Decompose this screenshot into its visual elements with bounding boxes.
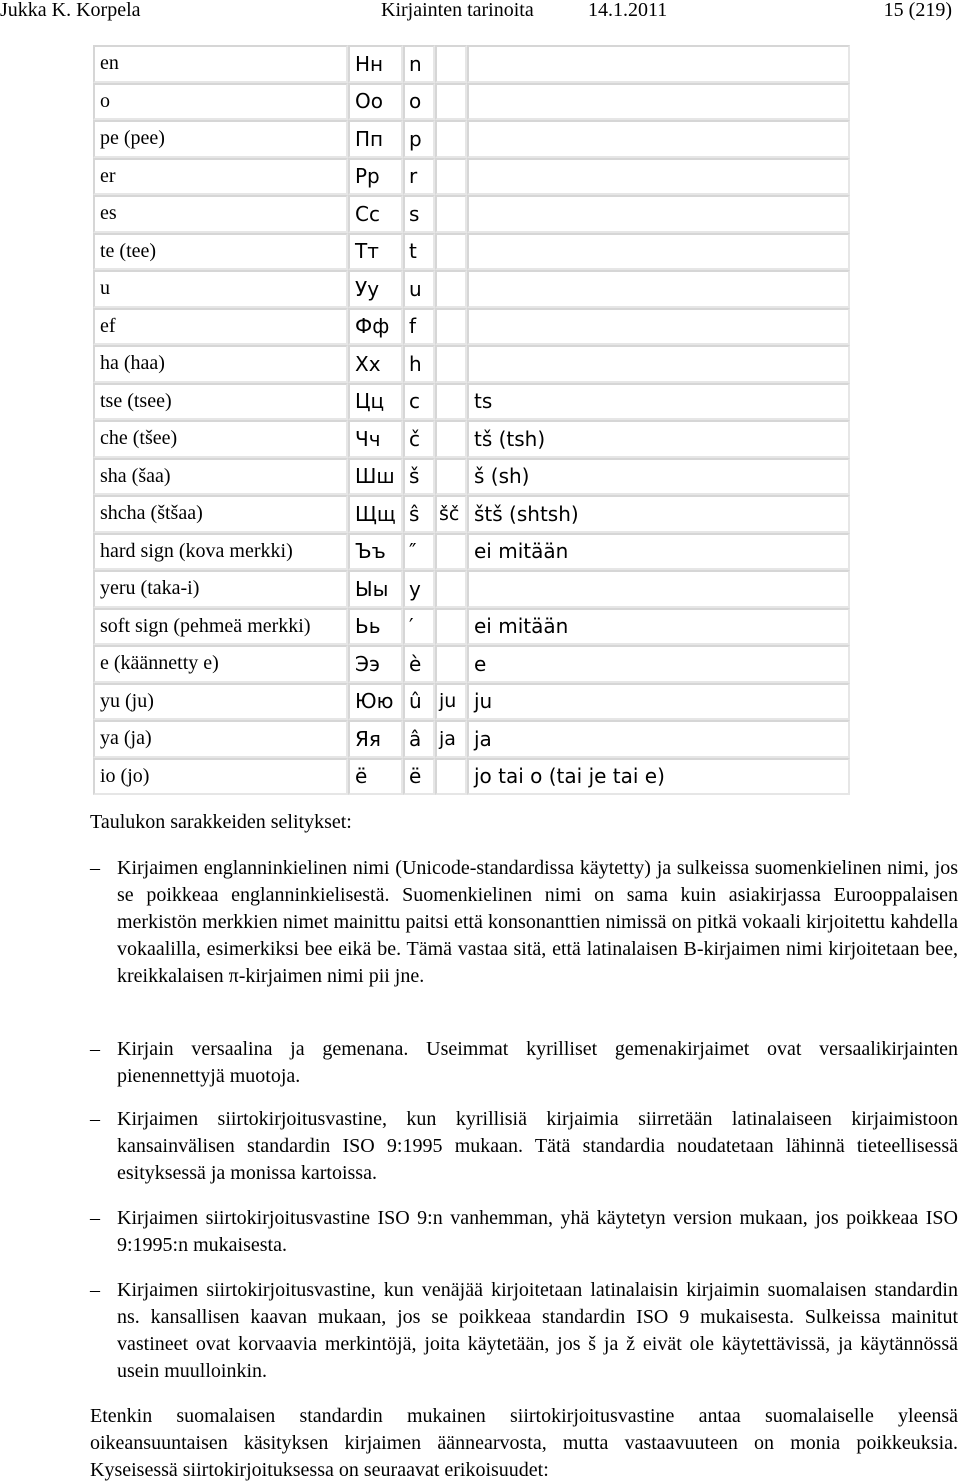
iso9-old-cell: [435, 120, 467, 158]
iso9-1995-cell: o: [403, 83, 435, 121]
iso9-old-cell: [435, 758, 467, 796]
letter-name-cell: che (tšee): [93, 420, 348, 458]
table-row: [93, 533, 850, 571]
iso9-1995-cell: č: [403, 420, 435, 458]
iso9-1995-cell: s: [403, 195, 435, 233]
iso9-1995-cell: è: [403, 645, 435, 683]
explanation-text: Kirjain versaalina ja gemenana. Useimmat kyrilliset gemenakirjaimet ovat versaalikirjainten pienennettyjä muotoja.: [117, 1038, 958, 1087]
iso9-1995-cell: c: [403, 383, 435, 421]
table-row: [93, 420, 850, 458]
letter-name-cell: pe (pee): [93, 120, 348, 158]
finnish-standard-cell: jo tai o (tai je tai e): [467, 758, 850, 796]
letter-name-cell: soft sign (pehmeä merkki): [93, 608, 348, 646]
explanation-item: [90, 1106, 958, 1187]
iso9-1995-cell: u: [403, 270, 435, 308]
table-row: [93, 308, 850, 346]
finnish-standard-cell: ei mitään: [467, 533, 850, 571]
finnish-standard-cell: [467, 570, 850, 608]
list-dash: –: [90, 1038, 100, 1060]
table-row: [93, 458, 850, 496]
iso9-1995-cell: h: [403, 345, 435, 383]
letter-name-cell: ha (haa): [93, 345, 348, 383]
iso9-old-cell: ju: [435, 683, 467, 721]
table-row: [93, 83, 850, 121]
iso9-1995-cell: ′: [403, 608, 435, 646]
iso9-old-cell: [435, 533, 467, 571]
letter-name-cell: ya (ja): [93, 720, 348, 758]
iso9-1995-cell: ŝ: [403, 495, 435, 533]
table-row: [93, 683, 850, 721]
iso9-old-cell: [435, 420, 467, 458]
iso9-old-cell: ja: [435, 720, 467, 758]
letter-name-cell: te (tee): [93, 233, 348, 271]
letter-name-cell: yeru (taka-i): [93, 570, 348, 608]
cyrillic-letter-cell: Сс: [348, 195, 403, 233]
finnish-standard-cell: [467, 308, 850, 346]
finnish-standard-cell: ei mitään: [467, 608, 850, 646]
iso9-old-cell: [435, 645, 467, 683]
iso9-old-cell: [435, 608, 467, 646]
finnish-standard-cell: [467, 270, 850, 308]
finnish-standard-cell: [467, 45, 850, 83]
iso9-1995-cell: p: [403, 120, 435, 158]
list-dash: –: [90, 857, 100, 879]
cyrillic-letter-cell: Цц: [348, 383, 403, 421]
iso9-old-cell: [435, 458, 467, 496]
explanation-item: [90, 855, 958, 990]
header-author: Jukka K. Korpela: [0, 0, 141, 21]
explanation-text: Kirjaimen siirtokirjoitusvastine, kun kyrillisiä kirjaimia siirretään latinalaiseen kirjaimistoon kansainvälisen standardin ISO 9:1995 mukaan. Tätä standardia noudatetaan lähinnä tieteellisessä esityksessä ja monissa kartoissa.: [117, 1108, 958, 1184]
finnish-standard-cell: š (sh): [467, 458, 850, 496]
cyrillic-letter-cell: Пп: [348, 120, 403, 158]
iso9-old-cell: [435, 308, 467, 346]
finnish-standard-cell: ju: [467, 683, 850, 721]
iso9-1995-cell: n: [403, 45, 435, 83]
page-header: [0, 0, 960, 24]
cyrillic-letter-cell: Рр: [348, 158, 403, 196]
cyrillic-alphabet-table: [93, 45, 850, 795]
table-row: [93, 720, 850, 758]
letter-name-cell: o: [93, 83, 348, 121]
finnish-standard-cell: [467, 158, 850, 196]
letter-name-cell: e (käännetty e): [93, 645, 348, 683]
cyrillic-letter-cell: Шш: [348, 458, 403, 496]
letter-name-cell: hard sign (kova merkki): [93, 533, 348, 571]
explanation-item: [90, 1205, 958, 1259]
iso9-old-cell: [435, 195, 467, 233]
iso9-1995-cell: û: [403, 683, 435, 721]
finnish-standard-cell: [467, 83, 850, 121]
iso9-1995-cell: š: [403, 458, 435, 496]
explanation-text: Kirjaimen siirtokirjoitusvastine, kun venäjää kirjoitetaan latinalaisin kirjaimin suomalaisen standardin ns. kansallisen kaavan mukaan, jos se poikkeaa standardin ISO 9 mukaisesta. Sulkeissa mainitut vastineet ovat korvaavia merkintöjä, joita käytetään, jos š ja ž eivät ole käytettävissä, ja käytännössä usein muulloinkin.: [117, 1279, 958, 1382]
cyrillic-letter-cell: ё: [348, 758, 403, 796]
table-row: [93, 120, 850, 158]
header-title: Kirjainten tarinoita: [381, 0, 534, 21]
table-row: [93, 495, 850, 533]
letter-name-cell: ef: [93, 308, 348, 346]
cyrillic-letter-cell: Ээ: [348, 645, 403, 683]
iso9-old-cell: [435, 383, 467, 421]
iso9-old-cell: šč: [435, 495, 467, 533]
explanation-text: Kirjaimen siirtokirjoitusvastine ISO 9:n vanhemman, yhä käytetyn version mukaan, jos poikkeaa ISO 9:1995:n mukaisesta.: [117, 1207, 958, 1256]
header-date: 14.1.2011: [588, 0, 668, 21]
cyrillic-letter-cell: Чч: [348, 420, 403, 458]
cyrillic-letter-cell: Яя: [348, 720, 403, 758]
iso9-1995-cell: ″: [403, 533, 435, 571]
cyrillic-letter-cell: Нн: [348, 45, 403, 83]
iso9-1995-cell: ë: [403, 758, 435, 796]
iso9-old-cell: [435, 270, 467, 308]
closing-paragraph: Etenkin suomalaisen standardin mukainen siirtokirjoitusvastine antaa suomalaiselle yleensä oikeansuuntaisen käsityksen kirjaimen äännearvosta, mutta vastaavuuteen on monia poikkeuksia. Kyseisessä siirtokirjoituksessa on seuraavat erikoisuudet:: [90, 1405, 958, 1481]
iso9-1995-cell: r: [403, 158, 435, 196]
cyrillic-letter-cell: Ъъ: [348, 533, 403, 571]
table-row: [93, 158, 850, 196]
table-row: [93, 383, 850, 421]
finnish-standard-cell: e: [467, 645, 850, 683]
iso9-old-cell: [435, 570, 467, 608]
letter-name-cell: tse (tsee): [93, 383, 348, 421]
finnish-standard-cell: štš (shtsh): [467, 495, 850, 533]
list-dash: –: [90, 1108, 100, 1130]
finnish-standard-cell: tš (tsh): [467, 420, 850, 458]
cyrillic-letter-cell: Тт: [348, 233, 403, 271]
explanation-item: [90, 1277, 958, 1385]
cyrillic-letter-cell: Оо: [348, 83, 403, 121]
cyrillic-letter-cell: Щщ: [348, 495, 403, 533]
explanation-item: [90, 1036, 958, 1090]
table-row: [93, 645, 850, 683]
explanation-text: Kirjaimen englanninkielinen nimi (Unicode-standardissa käytetty) ja sulkeissa suomenkielinen nimi, jos se poikkeaa englanninkielisestä. Suomenkielinen nimi on sama kuin asiakirjassa Eurooppalaisen merkistön merkkien nimet mainittu paitsi että konsonanttien nimissä on pitkä vokaali kirjoitettu kahdella vokaalilla, esimerkiksi bee eikä be. Tämä vastaa sitä, että latinalaisen B-kirjaimen nimi kirjoitetaan bee, kreikkalaisen π-kirjaimen nimi pii jne.: [117, 857, 958, 987]
cyrillic-letter-cell: Хх: [348, 345, 403, 383]
table-body: [93, 45, 850, 795]
cyrillic-letter-cell: Ыы: [348, 570, 403, 608]
finnish-standard-cell: [467, 345, 850, 383]
iso9-old-cell: [435, 45, 467, 83]
table-row: [93, 270, 850, 308]
cyrillic-letter-cell: Ьь: [348, 608, 403, 646]
iso9-old-cell: [435, 345, 467, 383]
table-row: [93, 45, 850, 83]
finnish-standard-cell: [467, 233, 850, 271]
header-page-number: 15 (219): [883, 0, 952, 21]
iso9-old-cell: [435, 233, 467, 271]
letter-name-cell: shcha (štšaa): [93, 495, 348, 533]
table-row: [93, 570, 850, 608]
cyrillic-letter-cell: Уу: [348, 270, 403, 308]
iso9-old-cell: [435, 83, 467, 121]
letter-name-cell: sha (šaa): [93, 458, 348, 496]
table-row: [93, 195, 850, 233]
finnish-standard-cell: ja: [467, 720, 850, 758]
cyrillic-letter-cell: Фф: [348, 308, 403, 346]
finnish-standard-cell: [467, 120, 850, 158]
finnish-standard-cell: ts: [467, 383, 850, 421]
table-row: [93, 608, 850, 646]
letter-name-cell: en: [93, 45, 348, 83]
letter-name-cell: er: [93, 158, 348, 196]
iso9-1995-cell: y: [403, 570, 435, 608]
table-row: [93, 233, 850, 271]
list-dash: –: [90, 1279, 100, 1301]
letter-name-cell: io (jo): [93, 758, 348, 796]
iso9-1995-cell: â: [403, 720, 435, 758]
letter-name-cell: u: [93, 270, 348, 308]
letter-name-cell: yu (ju): [93, 683, 348, 721]
iso9-1995-cell: f: [403, 308, 435, 346]
iso9-1995-cell: t: [403, 233, 435, 271]
table-row: [93, 758, 850, 796]
explanations-heading: Taulukon sarakkeiden selitykset:: [90, 811, 352, 833]
list-dash: –: [90, 1207, 100, 1229]
table-row: [93, 345, 850, 383]
cyrillic-letter-cell: Юю: [348, 683, 403, 721]
iso9-old-cell: [435, 158, 467, 196]
finnish-standard-cell: [467, 195, 850, 233]
letter-name-cell: es: [93, 195, 348, 233]
